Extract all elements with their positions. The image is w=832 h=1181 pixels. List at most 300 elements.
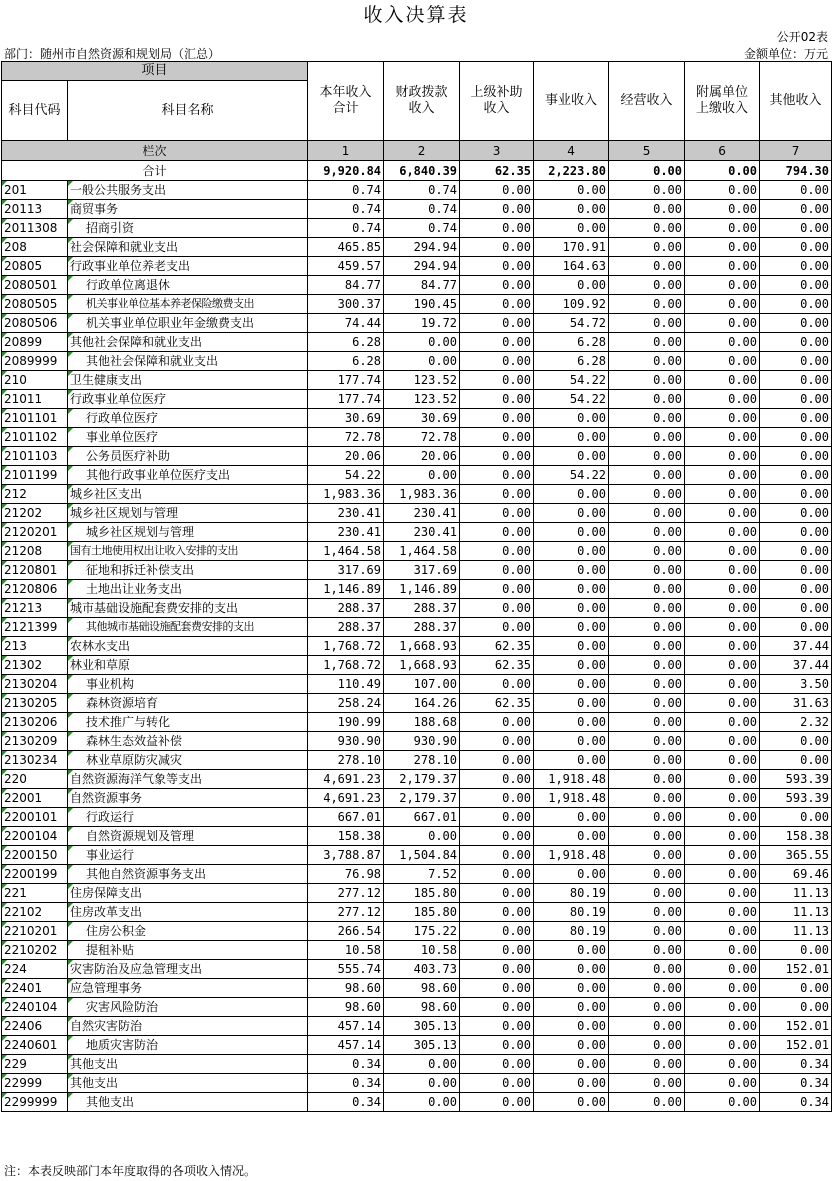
table-row <box>2 1017 832 1036</box>
row-value: 0.00 <box>685 618 760 637</box>
row-value: 0.00 <box>685 580 760 599</box>
total-value: 9,920.84 <box>308 161 384 181</box>
row-value: 0.00 <box>460 1055 534 1074</box>
row-value: 0.34 <box>308 1055 384 1074</box>
row-code: 20899 <box>2 333 68 352</box>
row-value: 0.00 <box>609 447 685 466</box>
row-code: 224 <box>2 960 68 979</box>
row-value: 37.44 <box>760 656 832 675</box>
form-code: 公开02表 <box>776 30 828 44</box>
row-name: 其他支出 <box>68 1055 308 1074</box>
table-row <box>2 485 832 504</box>
row-value: 0.00 <box>609 523 685 542</box>
table-row <box>2 295 832 314</box>
row-value: 0.00 <box>384 352 460 371</box>
row-value: 305.13 <box>384 1017 460 1036</box>
row-value: 0.00 <box>609 276 685 295</box>
row-value: 300.37 <box>308 295 384 314</box>
table-row <box>2 998 832 1017</box>
row-value: 0.00 <box>534 865 609 884</box>
row-name: 商贸事务 <box>68 200 308 219</box>
row-value: 0.00 <box>460 808 534 827</box>
table-row <box>2 1055 832 1074</box>
table-row <box>2 808 832 827</box>
header-col-4: 事业收入 <box>534 62 609 141</box>
row-name: 一般公共服务支出 <box>68 181 308 200</box>
row-value: 0.00 <box>609 1055 685 1074</box>
row-name: 其他支出 <box>68 1074 308 1093</box>
row-name: 城乡社区规划与管理 <box>68 504 308 523</box>
row-name: 行政单位离退休 <box>68 276 308 295</box>
unit-label: 金额单位：万元 <box>743 47 828 61</box>
row-value: 0.00 <box>460 1017 534 1036</box>
row-value: 0.00 <box>609 865 685 884</box>
row-value: 123.52 <box>384 390 460 409</box>
row-value: 11.13 <box>760 884 832 903</box>
row-value: 0.00 <box>460 238 534 257</box>
row-value: 0.00 <box>609 181 685 200</box>
col-number: 5 <box>609 141 685 161</box>
row-value: 0.00 <box>685 732 760 751</box>
row-value: 0.00 <box>760 257 832 276</box>
row-code: 22406 <box>2 1017 68 1036</box>
row-value: 190.45 <box>384 295 460 314</box>
row-value: 0.00 <box>760 390 832 409</box>
row-value: 0.00 <box>460 219 534 238</box>
row-value: 0.00 <box>685 1074 760 1093</box>
row-value: 230.41 <box>308 504 384 523</box>
row-value: 0.00 <box>460 732 534 751</box>
table-row <box>2 884 832 903</box>
table-row <box>2 903 832 922</box>
row-value: 1,504.84 <box>384 846 460 865</box>
row-value: 54.72 <box>534 314 609 333</box>
row-code: 2011308 <box>2 219 68 238</box>
table-row <box>2 941 832 960</box>
row-value: 0.00 <box>534 1074 609 1093</box>
row-value: 0.00 <box>534 542 609 561</box>
row-value: 0.00 <box>609 694 685 713</box>
row-value: 365.55 <box>760 846 832 865</box>
row-name: 行政事业单位养老支出 <box>68 257 308 276</box>
row-value: 0.00 <box>609 1093 685 1112</box>
row-value: 2,179.37 <box>384 789 460 808</box>
row-name: 林业草原防灾减灾 <box>68 751 308 770</box>
row-code: 22001 <box>2 789 68 808</box>
row-name: 城乡社区支出 <box>68 485 308 504</box>
row-value: 0.00 <box>534 960 609 979</box>
row-value: 0.00 <box>760 466 832 485</box>
row-name: 城乡社区规划与管理 <box>68 523 308 542</box>
row-value: 10.58 <box>384 941 460 960</box>
row-name: 地质灾害防治 <box>68 1036 308 1055</box>
row-value: 3.50 <box>760 675 832 694</box>
row-value: 0.00 <box>460 504 534 523</box>
lanci-label: 栏次 <box>2 141 308 161</box>
row-value: 0.00 <box>685 998 760 1017</box>
row-value: 0.00 <box>609 504 685 523</box>
row-value: 185.80 <box>384 903 460 922</box>
row-value: 0.34 <box>308 1074 384 1093</box>
row-name: 自然资源规划及管理 <box>68 827 308 846</box>
row-name: 其他城市基础设施配套费安排的支出 <box>68 618 308 637</box>
row-value: 0.00 <box>760 732 832 751</box>
row-value: 0.00 <box>534 504 609 523</box>
row-value: 0.00 <box>685 257 760 276</box>
row-code: 2240104 <box>2 998 68 1017</box>
row-value: 0.00 <box>460 371 534 390</box>
row-value: 0.74 <box>308 219 384 238</box>
table-row <box>2 219 832 238</box>
row-name: 其他支出 <box>68 1093 308 1112</box>
row-value: 0.00 <box>609 789 685 808</box>
row-value: 4,691.23 <box>308 770 384 789</box>
row-value: 0.34 <box>760 1093 832 1112</box>
row-value: 0.00 <box>609 599 685 618</box>
row-value: 0.00 <box>609 808 685 827</box>
row-value: 0.00 <box>384 333 460 352</box>
row-code: 208 <box>2 238 68 257</box>
row-value: 0.00 <box>685 295 760 314</box>
row-value: 6.28 <box>308 352 384 371</box>
row-value: 0.00 <box>760 485 832 504</box>
row-code: 2121399 <box>2 618 68 637</box>
total-value: 0.00 <box>685 161 760 181</box>
row-value: 0.00 <box>685 941 760 960</box>
row-value: 317.69 <box>308 561 384 580</box>
row-code: 2200150 <box>2 846 68 865</box>
row-value: 107.00 <box>384 675 460 694</box>
header-col-7: 其他收入 <box>760 62 832 141</box>
page-title: 收入决算表 <box>363 4 469 26</box>
row-value: 0.00 <box>760 618 832 637</box>
row-value: 0.00 <box>685 1036 760 1055</box>
row-value: 80.19 <box>534 884 609 903</box>
row-name: 行政单位医疗 <box>68 409 308 428</box>
row-value: 0.00 <box>760 979 832 998</box>
table-row <box>2 827 832 846</box>
table-row <box>2 238 832 257</box>
row-value: 152.01 <box>760 1036 832 1055</box>
row-value: 0.00 <box>760 219 832 238</box>
row-value: 0.00 <box>460 257 534 276</box>
table-row <box>2 466 832 485</box>
total-label: 合计 <box>2 161 308 181</box>
row-value: 0.00 <box>609 219 685 238</box>
row-value: 62.35 <box>460 637 534 656</box>
row-code: 22102 <box>2 903 68 922</box>
row-value: 0.00 <box>460 580 534 599</box>
row-value: 0.00 <box>460 466 534 485</box>
row-value: 294.94 <box>384 238 460 257</box>
row-value: 123.52 <box>384 371 460 390</box>
row-value: 0.00 <box>609 732 685 751</box>
row-value: 0.00 <box>460 409 534 428</box>
row-value: 0.00 <box>609 295 685 314</box>
row-code: 2210202 <box>2 941 68 960</box>
row-value: 0.00 <box>609 751 685 770</box>
row-value: 0.00 <box>609 922 685 941</box>
row-value: 0.00 <box>534 941 609 960</box>
row-value: 30.69 <box>308 409 384 428</box>
row-code: 2120806 <box>2 580 68 599</box>
table-row <box>2 447 832 466</box>
row-value: 164.26 <box>384 694 460 713</box>
row-value: 0.00 <box>460 428 534 447</box>
row-code: 2200199 <box>2 865 68 884</box>
row-value: 175.22 <box>384 922 460 941</box>
row-value: 0.00 <box>460 618 534 637</box>
row-code: 2101199 <box>2 466 68 485</box>
row-value: 0.00 <box>685 314 760 333</box>
row-value: 185.80 <box>384 884 460 903</box>
row-code: 22999 <box>2 1074 68 1093</box>
row-name: 住房保障支出 <box>68 884 308 903</box>
row-value: 0.00 <box>534 998 609 1017</box>
row-value: 72.78 <box>384 428 460 447</box>
row-value: 0.74 <box>384 219 460 238</box>
row-value: 110.49 <box>308 675 384 694</box>
row-name: 灾害风险防治 <box>68 998 308 1017</box>
row-value: 109.92 <box>534 295 609 314</box>
row-value: 0.00 <box>685 1055 760 1074</box>
row-value: 0.00 <box>534 979 609 998</box>
row-code: 21302 <box>2 656 68 675</box>
row-name: 其他自然资源事务支出 <box>68 865 308 884</box>
row-name: 社会保障和就业支出 <box>68 238 308 257</box>
row-value: 0.00 <box>760 352 832 371</box>
row-code: 2130204 <box>2 675 68 694</box>
row-value: 0.00 <box>609 257 685 276</box>
row-value: 0.00 <box>609 979 685 998</box>
row-value: 0.00 <box>760 561 832 580</box>
row-name: 征地和拆迁补偿支出 <box>68 561 308 580</box>
col-number: 6 <box>685 141 760 161</box>
row-value: 0.00 <box>760 599 832 618</box>
row-value: 0.00 <box>685 428 760 447</box>
row-value: 0.00 <box>609 200 685 219</box>
row-value: 667.01 <box>384 808 460 827</box>
row-name: 机关事业单位职业年金缴费支出 <box>68 314 308 333</box>
row-value: 0.00 <box>460 447 534 466</box>
row-value: 0.74 <box>308 200 384 219</box>
row-value: 0.00 <box>685 219 760 238</box>
table-row <box>2 1074 832 1093</box>
row-value: 0.00 <box>685 751 760 770</box>
row-name: 事业机构 <box>68 675 308 694</box>
row-value: 84.77 <box>308 276 384 295</box>
row-value: 0.00 <box>685 979 760 998</box>
table-row <box>2 333 832 352</box>
row-name: 其他社会保障和就业支出 <box>68 333 308 352</box>
row-value: 277.12 <box>308 884 384 903</box>
row-code: 2080506 <box>2 314 68 333</box>
row-code: 2080501 <box>2 276 68 295</box>
row-value: 0.00 <box>460 941 534 960</box>
row-value: 0.00 <box>609 770 685 789</box>
row-value: 0.00 <box>460 352 534 371</box>
table-row <box>2 200 832 219</box>
table-row <box>2 770 832 789</box>
row-value: 84.77 <box>384 276 460 295</box>
row-value: 230.41 <box>384 523 460 542</box>
row-value: 593.39 <box>760 770 832 789</box>
table-row <box>2 713 832 732</box>
row-value: 6.28 <box>534 352 609 371</box>
row-value: 0.00 <box>685 333 760 352</box>
header-col-6: 附属单位上缴收入 <box>685 62 760 141</box>
row-name: 灾害防治及应急管理支出 <box>68 960 308 979</box>
row-value: 0.00 <box>685 808 760 827</box>
row-value: 3,788.87 <box>308 846 384 865</box>
row-value: 0.00 <box>460 751 534 770</box>
row-value: 0.00 <box>534 409 609 428</box>
table-row <box>2 846 832 865</box>
row-value: 0.00 <box>534 200 609 219</box>
row-value: 20.06 <box>308 447 384 466</box>
row-value: 0.00 <box>460 960 534 979</box>
row-value: 0.00 <box>609 1074 685 1093</box>
row-value: 0.00 <box>460 314 534 333</box>
row-value: 667.01 <box>308 808 384 827</box>
row-value: 278.10 <box>384 751 460 770</box>
row-value: 74.44 <box>308 314 384 333</box>
row-value: 37.44 <box>760 637 832 656</box>
row-value: 0.00 <box>609 561 685 580</box>
row-name: 技术推广与转化 <box>68 713 308 732</box>
total-value: 6,840.39 <box>384 161 460 181</box>
row-value: 0.00 <box>460 276 534 295</box>
table-row <box>2 618 832 637</box>
row-name: 其他社会保障和就业支出 <box>68 352 308 371</box>
row-code: 213 <box>2 637 68 656</box>
row-value: 0.00 <box>685 637 760 656</box>
row-value: 0.00 <box>609 1036 685 1055</box>
row-name: 其他行政事业单位医疗支出 <box>68 466 308 485</box>
row-value: 0.00 <box>534 751 609 770</box>
header-name: 科目名称 <box>68 81 308 141</box>
table-row <box>2 561 832 580</box>
row-value: 54.22 <box>534 390 609 409</box>
table-row <box>2 580 832 599</box>
row-value: 0.00 <box>685 903 760 922</box>
row-value: 1,768.72 <box>308 656 384 675</box>
row-value: 11.13 <box>760 922 832 941</box>
row-value: 2.32 <box>760 713 832 732</box>
row-value: 0.00 <box>685 675 760 694</box>
row-value: 0.00 <box>685 504 760 523</box>
row-value: 230.41 <box>308 523 384 542</box>
row-value: 0.00 <box>760 447 832 466</box>
row-code: 21213 <box>2 599 68 618</box>
row-value: 177.74 <box>308 390 384 409</box>
footnote: 注：本表反映部门本年度取得的各项收入情况。 <box>4 1164 257 1178</box>
row-code: 210 <box>2 371 68 390</box>
row-value: 0.00 <box>685 523 760 542</box>
row-value: 0.00 <box>460 846 534 865</box>
department-label: 部门：随州市自然资源和规划局（汇总） <box>4 47 221 61</box>
row-code: 2130234 <box>2 751 68 770</box>
row-value: 0.00 <box>685 960 760 979</box>
row-name: 卫生健康支出 <box>68 371 308 390</box>
table-row <box>2 675 832 694</box>
row-value: 0.00 <box>760 371 832 390</box>
total-row <box>2 161 832 181</box>
header-col-2: 财政拨款收入 <box>384 62 460 141</box>
row-value: 6.28 <box>308 333 384 352</box>
table-row <box>2 314 832 333</box>
row-value: 0.00 <box>534 523 609 542</box>
row-value: 0.00 <box>460 922 534 941</box>
row-value: 62.35 <box>460 694 534 713</box>
row-name: 事业运行 <box>68 846 308 865</box>
table-row <box>2 276 832 295</box>
row-value: 0.00 <box>534 808 609 827</box>
row-value: 0.00 <box>534 276 609 295</box>
row-value: 152.01 <box>760 960 832 979</box>
row-value: 0.00 <box>384 1055 460 1074</box>
row-code: 2130205 <box>2 694 68 713</box>
row-value: 0.34 <box>760 1074 832 1093</box>
row-code: 2101101 <box>2 409 68 428</box>
row-value: 1,918.48 <box>534 846 609 865</box>
row-value: 0.00 <box>534 485 609 504</box>
total-value: 0.00 <box>609 161 685 181</box>
col-number: 2 <box>384 141 460 161</box>
row-value: 0.00 <box>760 998 832 1017</box>
row-value: 0.00 <box>534 1036 609 1055</box>
row-value: 459.57 <box>308 257 384 276</box>
row-value: 0.00 <box>760 941 832 960</box>
row-code: 2120201 <box>2 523 68 542</box>
row-name: 行政事业单位医疗 <box>68 390 308 409</box>
row-code: 2200104 <box>2 827 68 846</box>
row-code: 212 <box>2 485 68 504</box>
row-value: 190.99 <box>308 713 384 732</box>
row-code: 2101103 <box>2 447 68 466</box>
row-value: 288.37 <box>384 599 460 618</box>
row-value: 0.74 <box>384 200 460 219</box>
row-value: 0.00 <box>609 333 685 352</box>
row-name: 自然资源事务 <box>68 789 308 808</box>
row-name: 住房公积金 <box>68 922 308 941</box>
row-value: 170.91 <box>534 238 609 257</box>
table-row <box>2 504 832 523</box>
row-value: 0.00 <box>534 561 609 580</box>
row-value: 0.00 <box>534 1055 609 1074</box>
total-value: 2,223.80 <box>534 161 609 181</box>
row-value: 4,691.23 <box>308 789 384 808</box>
row-value: 278.10 <box>308 751 384 770</box>
table-row <box>2 428 832 447</box>
row-code: 2299999 <box>2 1093 68 1112</box>
row-code: 201 <box>2 181 68 200</box>
row-value: 158.38 <box>308 827 384 846</box>
row-value: 258.24 <box>308 694 384 713</box>
row-code: 2101102 <box>2 428 68 447</box>
row-value: 0.00 <box>685 846 760 865</box>
row-value: 0.00 <box>534 1017 609 1036</box>
table-row <box>2 1093 832 1112</box>
row-value: 1,983.36 <box>384 485 460 504</box>
row-value: 0.00 <box>685 789 760 808</box>
row-value: 0.00 <box>760 409 832 428</box>
row-value: 0.00 <box>685 1017 760 1036</box>
row-value: 20.06 <box>384 447 460 466</box>
row-value: 294.94 <box>384 257 460 276</box>
row-value: 0.00 <box>460 903 534 922</box>
row-value: 0.00 <box>760 751 832 770</box>
